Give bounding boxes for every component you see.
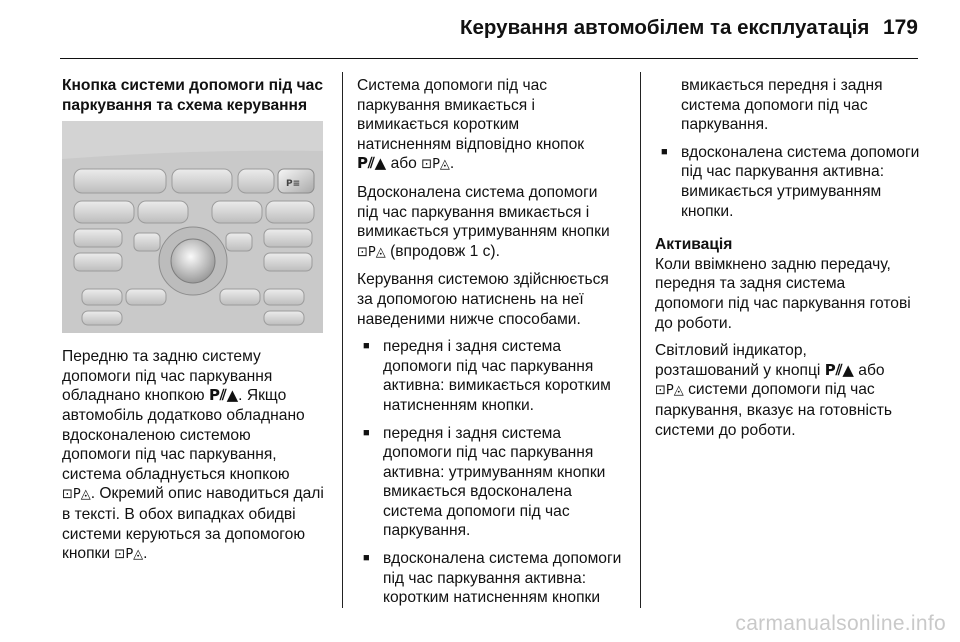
text-line: система обладнується кнопкою [62, 465, 290, 483]
text-line: під час паркування активна: [383, 569, 587, 587]
text-line: допомоги під час паркування [383, 444, 594, 462]
watermark: carmanualsonline.info [735, 612, 946, 635]
text-line: кнопки [62, 545, 115, 563]
text-line: або [853, 361, 885, 379]
text-line: натисненням відповідно кнопок [357, 135, 585, 153]
text-line: Коли ввімкнено задню передачу, [655, 255, 891, 273]
text-line: коротким натисненням кнопки [383, 589, 601, 607]
text-line: за допомогою натиснень на неї [357, 290, 584, 308]
page-number: 179 [882, 16, 918, 39]
column-divider-1 [342, 72, 343, 608]
text-line: допомоги під час паркування, [62, 446, 277, 464]
text-line: вмикається передня і задня [681, 77, 883, 94]
paragraph-control [357, 270, 637, 329]
park-assist-button-icon: P⫽▲ [208, 386, 239, 405]
text-line: до роботи. [655, 314, 732, 332]
text-line: передня і задня система [383, 424, 562, 442]
list-item [357, 337, 637, 415]
text-line: системи керуються за допомогою [62, 525, 306, 543]
header-divider [60, 58, 918, 59]
text-line: вдосконаленою системою [62, 426, 251, 444]
text-line: Світловий індикатор, [655, 342, 807, 360]
advanced-park-assist-button-icon: ⊡P◬ [421, 157, 450, 173]
text-line: допомоги під час паркування [383, 357, 594, 375]
advanced-park-assist-button-icon: ⊡P◬ [62, 487, 91, 503]
advanced-park-assist-button-icon: ⊡P◬ [655, 383, 684, 399]
park-assist-button-icon: P⫽▲ [824, 360, 854, 379]
text-line: . [449, 155, 455, 173]
text-line: . Окремий опис наводиться далі [90, 485, 324, 503]
column-1 [62, 76, 332, 573]
paragraph-indicator [655, 341, 930, 440]
text-line: Передню та задню систему [62, 348, 261, 366]
text-line: паркування, вказує на готовність [655, 401, 893, 419]
text-line: автомобіль додатково обладнано [62, 406, 305, 424]
text-line: вимикається утримуванням [681, 182, 882, 200]
column-divider-2 [640, 72, 641, 608]
paragraph-advanced [357, 183, 637, 262]
list-item [357, 549, 637, 608]
text-line: паркування. [383, 522, 471, 540]
svg-text:P≡: P≡ [286, 179, 301, 190]
text-line: вдосконалена система допомоги [383, 550, 622, 568]
text-line: натисненням кнопки. [383, 396, 535, 414]
column-3 [655, 76, 930, 448]
text-line: системи до роботи. [655, 421, 796, 439]
text-line: паркування. [681, 116, 769, 134]
text-line: допомоги під час паркування готові [655, 294, 911, 312]
text-line: . [143, 545, 148, 563]
text-line: кнопки. [681, 202, 734, 220]
heading-line: паркування та схема керування [62, 96, 308, 114]
paragraph-intro [62, 347, 332, 565]
text-line: розташований у кнопці [655, 361, 825, 379]
page-header-title: Керування автомобілем та експлуатація [460, 16, 870, 39]
text-line: активна: вимикається коротким [383, 377, 611, 395]
section-heading [62, 76, 332, 115]
text-line: активна: утримуванням кнопки [383, 463, 606, 481]
text-line: допомоги під час паркування [62, 367, 273, 385]
text-line: вимикається утримуванням кнопки [357, 223, 610, 241]
text-line: системи допомоги під час [683, 381, 875, 399]
control-panel-illustration [62, 121, 323, 333]
text-line: під час паркування вмикається і [357, 203, 590, 221]
text-line: передня та задня система [655, 275, 846, 293]
heading-line: Кнопка системи допомоги під час [62, 77, 323, 94]
text-line: (впродовж 1 с). [385, 242, 500, 260]
text-line: вмикається вдосконалена [383, 483, 572, 501]
paragraph-activation [655, 255, 930, 333]
text-line: вимикається коротким [357, 116, 520, 134]
paragraph-toggle [357, 76, 637, 175]
text-line: Система допомоги під час [357, 77, 548, 94]
text-line: в тексті. В обох випадках обидві [62, 505, 296, 523]
advanced-park-assist-button-icon: ⊡P◬ [114, 547, 144, 563]
text-line: система допомоги під час [681, 96, 868, 114]
parking-control-panel-photo [62, 121, 323, 333]
text-line: . Якщо [238, 387, 287, 405]
text-line: Керування системою здійснюється [357, 271, 609, 289]
list-item-continuation [655, 76, 930, 135]
text-line: система допомоги під час [383, 502, 570, 520]
text-line: наведеними нижче способами. [357, 310, 581, 328]
text-line: паркування вмикається і [357, 96, 536, 114]
text-line: вдосконалена система допомоги [681, 143, 920, 161]
column-2 [357, 76, 637, 616]
list-item [655, 143, 930, 221]
text-line: передня і задня система [383, 338, 562, 356]
list-item [357, 424, 637, 542]
advanced-park-assist-button-icon: ⊡P◬ [357, 244, 386, 260]
section-heading: Активація [655, 236, 733, 254]
text-line: обладнано кнопкою [62, 387, 209, 405]
text-line: Вдосконалена система допомоги [357, 183, 598, 201]
text-line: під час паркування активна: [681, 163, 885, 181]
text-line: або [386, 155, 422, 173]
park-assist-button-icon: P⫽▲ [357, 154, 387, 173]
